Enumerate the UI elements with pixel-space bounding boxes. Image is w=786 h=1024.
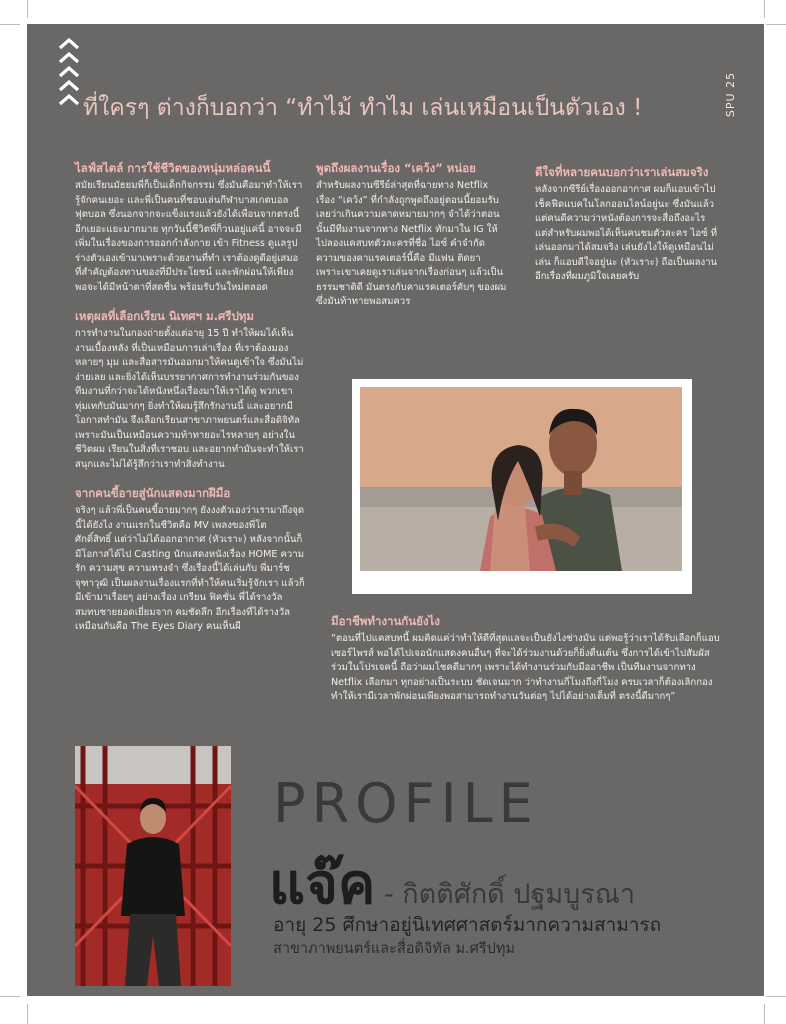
profile-label: PROFILE (273, 772, 539, 835)
column-middle (316, 161, 508, 324)
chevron-stack-icon (57, 38, 81, 108)
crop-mark (27, 1004, 28, 1024)
headline: ที่ใครๆ ต่างก็บอกว่า “ทำไม้ ทำไม เล่นเหมือนเป็นตัวเอง ! (83, 95, 643, 121)
crop-mark (764, 1004, 765, 1024)
section-body: “ตอนที่ไปแคสบทนี้ ผมคิดแค่ว่าทำให้ดีที่สุดแลจะเป็นยังไงช่างมัน แต่พอรู้ว่าเราได้รับเลือกก็แอบเซอร์ไพรส์ พอได้ไปเจอนักแสดงคนอื่นๆ ที่จะได้ร่วมงานด้วยก็ยิ่งตื่นเต้น ซึ่งการได้เข้าไปสัมผัสร่วมในโปรเจคนี้ ถือว่าผมโชคดีมากๆ เพราะได้ทำงานร่วมกับมืออาชีพ เป็นทีมงานจากทาง Netflix เลือกมา ทุกอย่างเป็นระบบ ชัดเจนมาก ว่าทำงานกี่โมงถึงกี่โมง ครบเวลาก็ต้องเลิกกอง ทำให้เรามีเวลาพักผ่อนเพียงพอสามารถทำงานวันต่อๆ ไปได้อย่างเต็มที่ ตรงนี้ดีมากๆ” (331, 633, 720, 702)
magazine-page (27, 24, 764, 996)
crop-mark (27, 0, 28, 18)
crop-mark (764, 0, 765, 18)
profile-nickname: แจ๊ค (269, 852, 376, 917)
crop-mark (766, 996, 786, 997)
crop-mark (0, 996, 20, 997)
profile-fullname: - กิตติศักดิ์ ปฐมบูรณา (375, 879, 635, 910)
crop-mark (766, 24, 786, 25)
profile-age-line: อายุ 25 ศึกษาอยู่นิเทศศาสตร์มากความสามารถ (273, 914, 662, 936)
column-left (75, 161, 305, 649)
section-heading: มีอาชีพทำงานกันยังไง (331, 614, 440, 628)
crop-mark (0, 24, 20, 25)
issue-label (724, 66, 740, 126)
section-heading: เหตุผลที่เลือกเรียน นิเทศฯ ม.ศรีปทุม (75, 309, 254, 323)
column-right (535, 165, 720, 299)
section-heading: ดีใจที่หลายคนบอกว่าเราเล่นสมจริง (535, 165, 709, 179)
section-body: จริงๆ แล้วพี่เป็นคนขี้อายมากๆ ยังงงตัวเองว่าเรามาถึงจุดนี้ได้ยังไง งานแรกในชีวิตคือ MV เพลงของพี่โต ศักดิ์สิทธิ์ แต่ว่าไม่ได้ออกอากาศ (หัวเราะ) หลังจากนั้นก็มีโอกาสได้ไป Casting นักแสดงหนังเรื่อง HOME ความรัก ความสุข ความทรงจำ ซึ่งเรื่องนี้ได้เล่นกับ พี่มาร์ช จุฑาวุฒิ เป็นผลงานเรื่องแรกที่ทำให้คนเริ่มรู้จักเรา แล้วก็มีเข้ามาเรื่อยๆ อย่างเรื่อง เกรียน ฟิคชั่น พี่ได้รางวัลสมทบชายยอดเยี่ยมจาก คมชัดลึก อีกเรื่องที่ได้รางวัลเหมือนกันคือ The Eyes Diary คนเห็นผี (75, 505, 305, 632)
section-body: สำหรับผลงานซีรีย์ล่าสุดที่ฉายทาง Netflix เรื่อง “เคว้ง” ที่กำลังถูกพูดถึงอยู่ตอนนี้ยอมรับเลยว่าเกินความคาดหมายมากๆ จำได้ว่าตอนนั้นมีทีมงานจากทาง Netflix ทักมาใน IG ให้ไปลองแคสบทตัวละครที่ชื่อ ไอซ์ คำจำกัดความของคาแรคเตอร์นี้คือ มีแฟน ติดยา เพราะเขาเคยดูเราเล่นจากเรื่องก่อนๆ แล้วเป็นธรรมชาติดี มันตรงกับคาแรคเตอร์คับๆ ของผม ซึ่งมันท้าทายพอสมควร (316, 180, 507, 307)
section-heading: ไลฟ์สไตล์ การใช้ชีวิตของหนุ่มหล่อคนนี้ (75, 161, 271, 175)
column-bottom (331, 614, 721, 719)
couple-photo (352, 379, 692, 594)
section-body: การทำงานในกองถ่ายตั้งแต่อายุ 15 ปี ทำให้ผมได้เห็นงานเบื้องหลัง ที่เป็นเหมือนการเล่าเรื่อง ที่เราต้องมองหลายๆ มุม และสื่อสารมันออกมาให้คนดูเข้าใจ ซึ่งมันไม่ง่ายเลย และยิ่งได้เห็นบรรยากาศการทำงานร่วมกันของทีมงานที่กว่าจะได้หนังหนึ่งเรื่องมาให้เราได้ดู พวกเขาทุ่มเทกับมันมากๆ ยิ่งทำให้ผมรู้สึกรักงานนี้ และอยากมีโอกาสทำมัน จึงเลือกเรียนสาขาภาพยนตร์และสื่อดิจิทัล เพราะมันเป็นเหมือนความท้าทายอะไรหลายๆ อย่างในชีวิตผม เรียนในสิ่งที่เราชอบ และอยากทำมันจะทำให้เราสนุกและไม่ได้รู้สึกว่าเราทำสิ่งทำงาน (75, 328, 304, 470)
section-body: หลังจากซีรีย์เรื่องออกอากาศ ผมก็แอบเข้าไปเช็คฟีดแบคในโลกออนไลน์อยู่นะ ซึ่งมันแล้วแต่คนดีความว่าหนังต้องการจะสื่อถึงอะไร แต่สำหรับผมพอได้เห็นคนชมตัวละคร ไอซ์ ที่เล่นออกมาได้สมจริง เล่นยังไงให้ดูเหมือนไม่เล่น ก็แอบดีใจอยู่นะ (หัวเราะ) ถือเป็นผลงานอีกเรื่องที่ผมภูมิใจเลยครับ (535, 184, 718, 282)
section-heading: จากคนขี้อายสู่นักแสดงมากฝีมือ (75, 486, 231, 500)
couple-photo-image (360, 387, 682, 571)
issue-label-text: SPU 25 (724, 71, 738, 118)
section-body: สมัยเรียนมัธยมพี่ก็เป็นเด็กกิจกรรม ซึ่งมันคือมาทำให้เรารู้จักคนเยอะ และพี่เป็นคนที่ชอบเล่นกีฬาบาสเกตบอล ฟุตบอล ซึ่งนอกจากจะแข็งแรงแล้วยังได้เพื่อนจากตรงนี้อีกเยอะแยะมากมาย ทุกวันนี้ชีวิตพี่ก็วนอยู่แค่นี้ อาจจะมีเพิ่มในเรื่องของการออกกำลังกาย เข้า Fitness ดูแลรูปร่างตัวเองเข้ามาเพราะด้วยงานที่ทำ เราต้องดูดีอยู่เสมอ ที่สำคัญต้องทานของที่มีประโยชน์ และพักผ่อนให้เพียงพอจะได้มีหน้าตาที่สดชื่น พร้อมรับวันใหม่ตลอด (75, 180, 303, 293)
portrait-photo (75, 746, 231, 986)
section-heading: พูดถึงผลงานเรื่อง “เคว้ง” หน่อย (316, 161, 476, 175)
profile-school-line: สาขาภาพยนตร์และสื่อดิจิทัล ม.ศรีปทุม (273, 941, 515, 957)
